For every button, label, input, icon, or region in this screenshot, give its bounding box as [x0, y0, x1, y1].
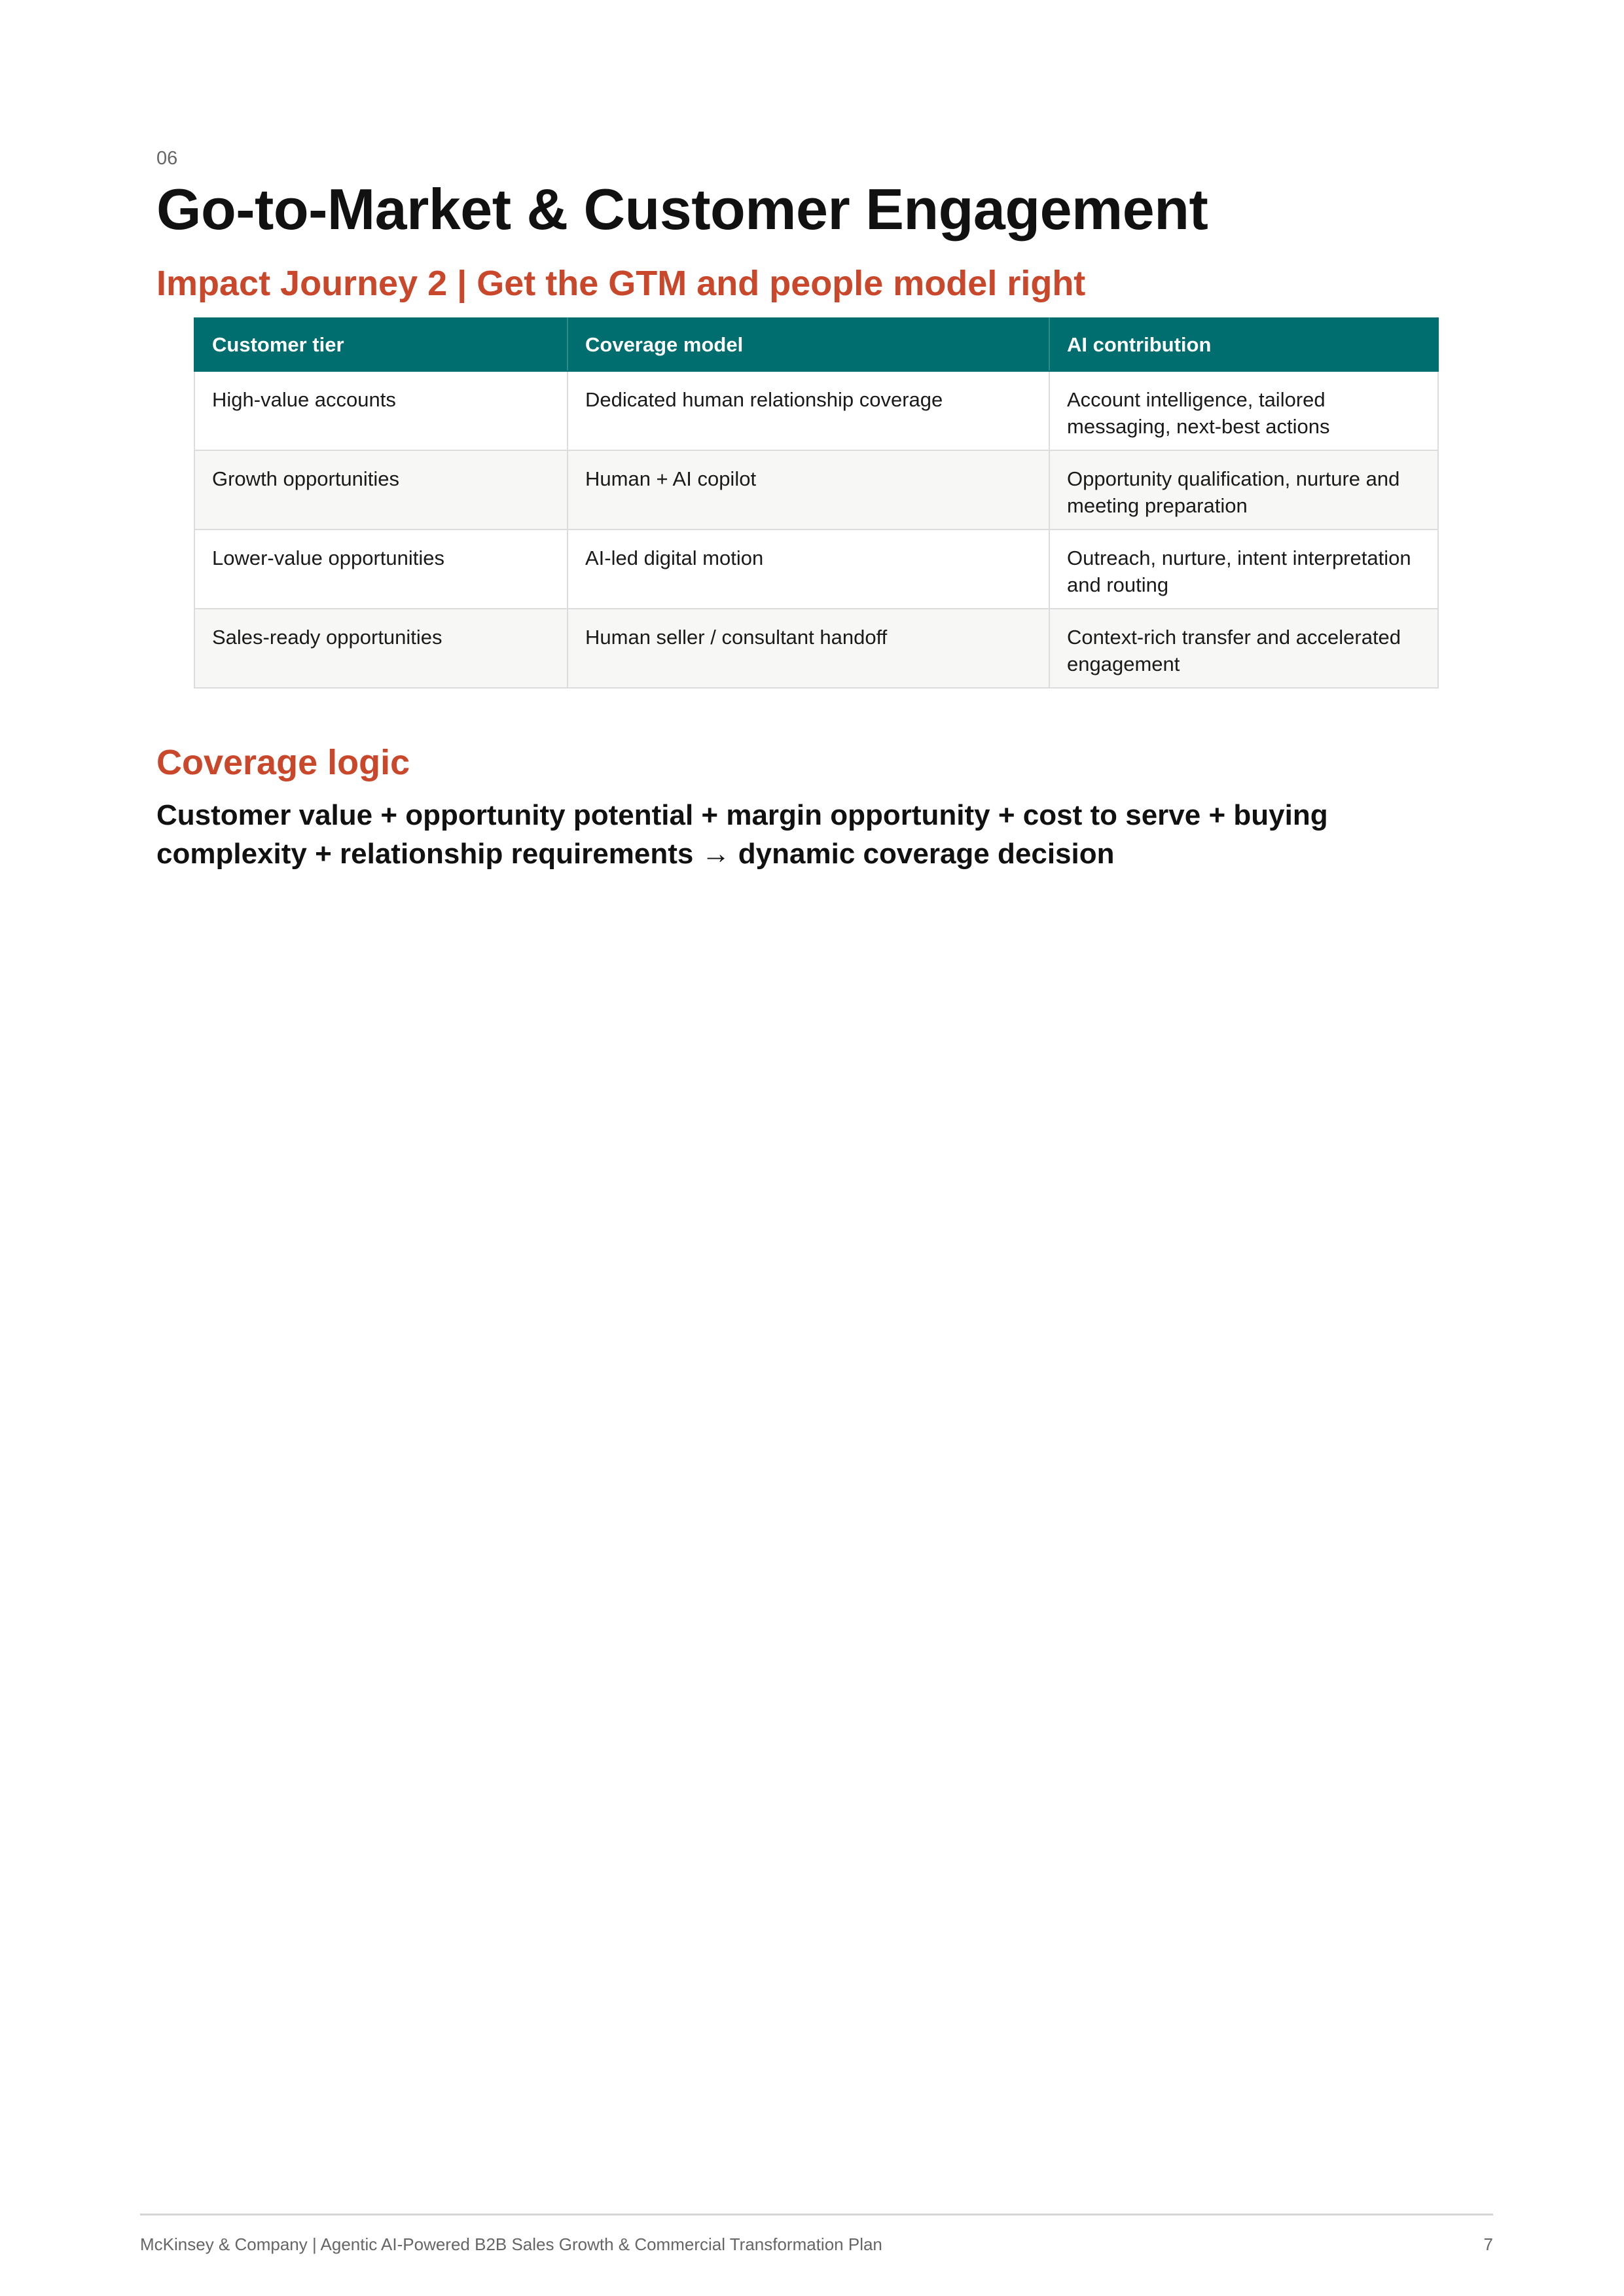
table-row: [194, 371, 1438, 450]
coverage-table: [194, 317, 1439, 689]
table-row: [194, 529, 1438, 609]
cell-ai-contribution: Opportunity qualification, nurture and meeting preparation: [1049, 450, 1438, 529]
table-header-row: [194, 318, 1438, 371]
cell-ai-contribution: Account intelligence, tailored messaging, next-best actions: [1049, 371, 1438, 450]
table-row: [194, 609, 1438, 688]
cell-ai-contribution: Outreach, nurture, intent interpretation and routing: [1049, 529, 1438, 609]
impact-journey-subtitle: Impact Journey 2 | Get the GTM and people model right: [156, 264, 1086, 303]
cell-coverage-model: Human + AI copilot: [568, 450, 1049, 529]
cell-ai-contribution: Context-rich transfer and accelerated engagement: [1049, 609, 1438, 688]
cell-customer-tier: Lower-value opportunities: [194, 529, 568, 609]
cell-coverage-model: Human seller / consultant handoff: [568, 609, 1049, 688]
cell-customer-tier: Sales-ready opportunities: [194, 609, 568, 688]
coverage-logic-formula: Customer value + opportunity potential + margin opportunity + cost to serve + buying complexity + relationship requirements → dynamic coverage decision: [156, 799, 1328, 870]
page-number: 7: [1483, 2234, 1493, 2254]
page-title: Go-to-Market & Customer Engagement: [156, 177, 1208, 242]
cell-coverage-model: Dedicated human relationship coverage: [568, 371, 1049, 450]
column-header-ai-contribution: AI contribution: [1049, 318, 1438, 371]
cell-customer-tier: Growth opportunities: [194, 450, 568, 529]
coverage-logic-heading: Coverage logic: [156, 743, 410, 782]
footer-text: McKinsey & Company | Agentic AI-Powered B2B Sales Growth & Commercial Transformation Plan: [140, 2234, 882, 2254]
column-header-coverage-model: Coverage model: [568, 318, 1049, 371]
table-row: [194, 450, 1438, 529]
cell-customer-tier: High-value accounts: [194, 371, 568, 450]
footer-divider: [140, 2214, 1493, 2215]
section-number: 06: [156, 148, 178, 169]
column-header-customer-tier: Customer tier: [194, 318, 568, 371]
cell-coverage-model: AI-led digital motion: [568, 529, 1049, 609]
